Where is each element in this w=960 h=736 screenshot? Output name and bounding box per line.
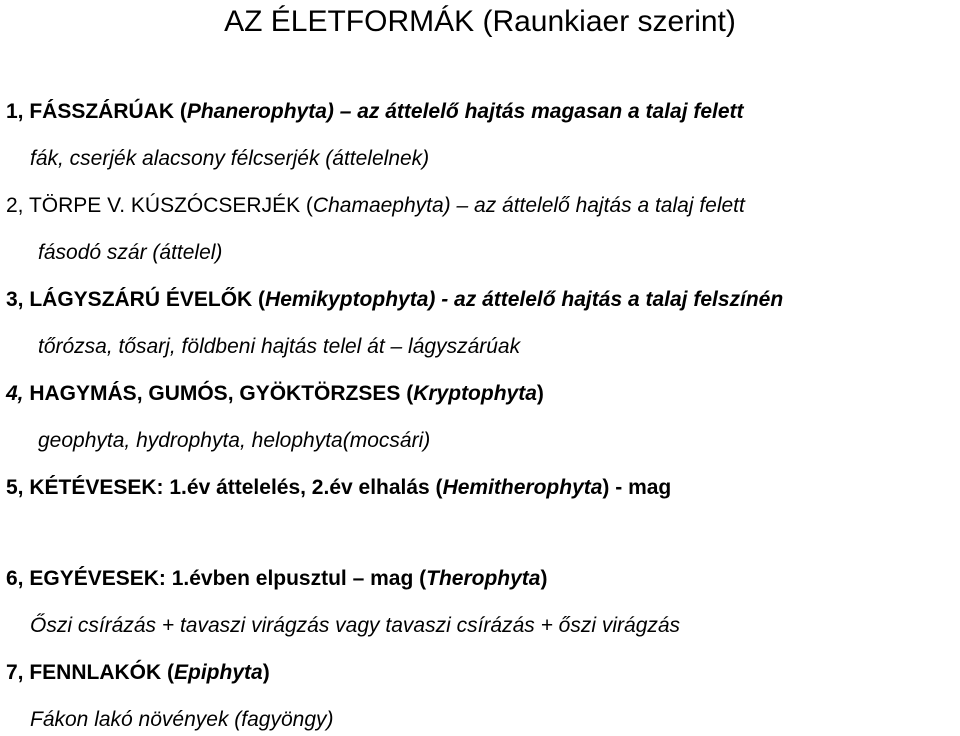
- item-description-inline: ) – az áttelelő hajtás a talaj felett: [443, 194, 745, 217]
- item-5-heading: [6, 475, 671, 501]
- item-6-heading: [6, 566, 547, 592]
- item-number: 4,: [6, 382, 24, 405]
- item-description-inline: ): [262, 661, 270, 684]
- item-description-inline: ) – az áttelelő hajtás magasan a talaj felett: [326, 100, 744, 123]
- item-name: HAGYMÁS, GUMÓS, GYÖKTÖRZSES (: [23, 382, 414, 405]
- page-title: AZ ÉLETFORMÁK (Raunkiaer szerint): [224, 5, 736, 38]
- item-number: 5,: [6, 476, 24, 499]
- item-description-inline: ): [540, 567, 548, 590]
- item-latin-name: Kryptophyta: [413, 382, 537, 405]
- item-name: FENNLAKÓK (: [23, 661, 175, 684]
- item-latin-name: Hemitherophyta: [442, 476, 603, 499]
- item-number: 2,: [6, 194, 24, 217]
- item-name: LÁGYSZÁRÚ ÉVELŐK (: [23, 288, 266, 311]
- item-description-inline: ) - mag: [602, 476, 672, 499]
- item-name: TÖRPE V. KÚSZÓCSERJÉK (: [23, 194, 313, 217]
- item-number: 7,: [6, 661, 24, 684]
- item-3-description: tőrózsa, tősarj, földbeni hajtás telel át – lágyszárúak: [38, 335, 521, 358]
- item-number: 6,: [6, 567, 24, 590]
- item-name: KÉTÉVESEK: 1.év áttelelés, 2.év elhalás (: [23, 476, 443, 499]
- item-7-description: Fákon lakó növények (fagyöngy): [30, 708, 334, 731]
- item-name: EGYÉVESEK: 1.évben elpusztul – mag (: [23, 567, 427, 590]
- item-latin-name: Therophyta: [426, 567, 541, 590]
- item-number: 1,: [6, 100, 24, 123]
- item-latin-name: Chamaephyta: [312, 194, 444, 217]
- item-4-description: geophyta, hydrophyta, helophyta(mocsári): [38, 429, 431, 452]
- item-7-heading: [6, 660, 270, 686]
- item-3-heading: [6, 287, 783, 313]
- item-1-description: fák, cserjék alacsony félcserjék (áttelelnek): [30, 147, 430, 170]
- item-name: FÁSSZÁRÚAK (: [23, 100, 187, 123]
- item-6-description: Őszi csírázás + tavaszi virágzás vagy tavaszi csírázás + őszi virágzás: [30, 614, 681, 637]
- item-latin-name: Epiphyta: [174, 661, 263, 684]
- item-latin-name: Phanerophyta: [186, 100, 327, 123]
- item-1-heading: [6, 99, 744, 125]
- item-4-heading: [6, 381, 544, 407]
- item-2-heading: [6, 193, 745, 219]
- item-2-description: fásodó szár (áttelel): [38, 241, 223, 264]
- item-latin-name: Hemikyptophyta: [265, 288, 429, 311]
- item-description-inline: ) - az áttelelő hajtás a talaj felszínén: [428, 288, 784, 311]
- item-description-inline: ): [536, 382, 544, 405]
- item-number: 3,: [6, 288, 24, 311]
